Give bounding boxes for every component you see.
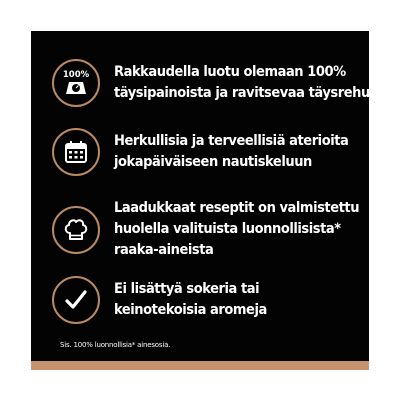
feature-text [114, 279, 267, 321]
feature-line: keinotekoisia aromeja [114, 302, 267, 318]
feature-line: raaka-aineista [114, 242, 214, 258]
feature-item-quality-recipes [52, 198, 362, 261]
chef-hat-icon [52, 206, 100, 254]
feature-line: täysipainoista ja ravitsevaa täysrehua [114, 85, 379, 101]
feature-item-daily-meals [52, 128, 362, 176]
feature-text [114, 62, 378, 104]
checkmark-icon [52, 276, 100, 324]
bottom-accent-strip [31, 361, 369, 370]
feature-panel [31, 31, 379, 361]
feature-line: jokapäiväiseen nautiskeluun [114, 154, 312, 170]
feature-line: Rakkaudella luotu olemaan 100% [114, 64, 346, 80]
badge-100-text: 100% [62, 70, 90, 80]
feature-text [114, 198, 359, 261]
feature-line: huolella valituista luonnollisista* [114, 221, 341, 237]
calendar-icon [52, 128, 100, 176]
feature-line: Laadukkaat reseptit on valmistettu [114, 200, 360, 216]
scale-100-icon [52, 59, 100, 107]
feature-line: Herkullisia ja terveellisiä aterioita [114, 133, 349, 149]
footnote: Sis. 100% luonnollisia* ainesosia. [60, 341, 171, 349]
feature-line: Ei lisättyä sokeria tai [114, 281, 260, 297]
feature-item-no-sugar [52, 276, 362, 324]
feature-text [114, 131, 348, 173]
feature-item-complete-food [52, 59, 379, 107]
